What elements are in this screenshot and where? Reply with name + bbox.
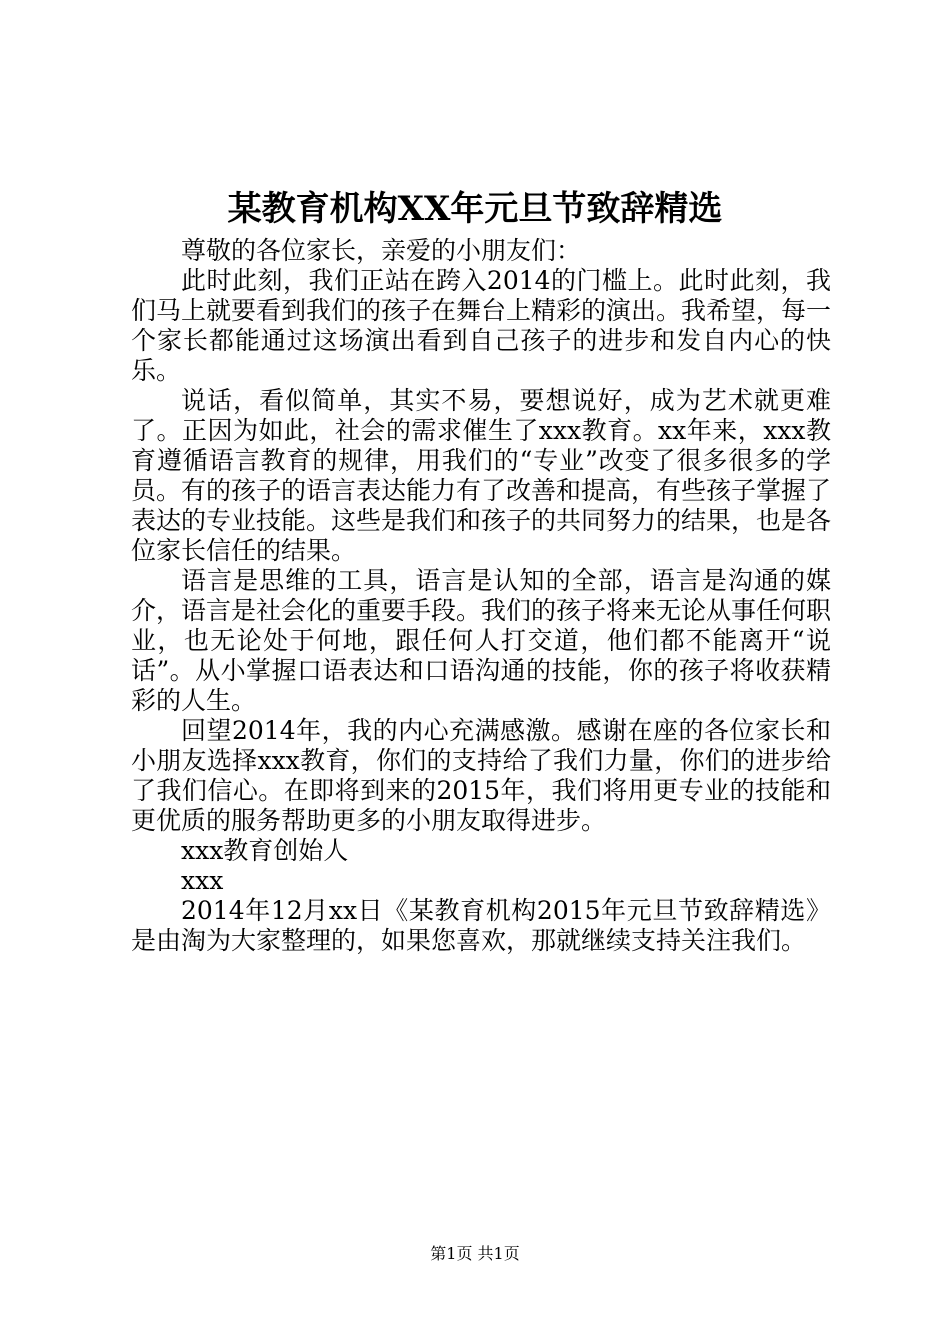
paragraph-2: 说话，看似简单，其实不易，要想说好，成为艺术就更难了。正因为如此，社会的需求催生了xxx教育。xx年来，xxx教育遵循语言教育的规律，用我们的“专业”改变了很多很多的学员。有的孩子的语言表达能力有了改善和提高，有些孩子掌握了表达的专业技能。这些是我们和孩子的共同努力的结果，也是各位家长信任的结果。 — [131, 386, 832, 565]
paragraph-greeting: 尊敬的各位家长，亲爱的小朋友们： — [181, 236, 582, 265]
document-body — [131, 236, 831, 956]
paragraph-1: 此时此刻，我们正站在跨入2014的门槛上。此时此刻，我们马上就要看到我们的孩子在舞台上精彩的演出。我希望，每一个家长都能通过这场演出看到自己孩子的进步和发自内心的快乐。 — [131, 266, 832, 385]
signature-name: xxx — [181, 866, 224, 895]
signature-organization: xxx教育创始人 — [181, 836, 349, 865]
paragraph-4: 回望2014年，我的内心充满感激。感谢在座的各位家长和小朋友选择xxx教育，你们的支持给了我们力量，你们的进步给了我们信心。在即将到来的2015年，我们将用更专业的技能和更优质的服务帮助更多的小朋友取得进步。 — [131, 716, 831, 835]
paragraph-closing: 2014年12月xx日《某教育机构2015年元旦节致辞精选》是由淘为大家整理的，如果您喜欢，那就继续支持关注我们。 — [131, 896, 831, 955]
document-title: 某教育机构XX年元旦节致辞精选 — [227, 189, 723, 229]
paragraph-3: 语言是思维的工具，语言是认知的全部，语言是沟通的媒介，语言是社会化的重要手段。我们的孩子将来无论从事任何职业，也无论处于何地，跟任何人打交道，他们都不能离开“说话”。从小掌握口语表达和口语沟通的技能，你的孩子将收获精彩的人生。 — [131, 566, 832, 715]
page-footer: 第1页 共1页 — [430, 1244, 520, 1263]
